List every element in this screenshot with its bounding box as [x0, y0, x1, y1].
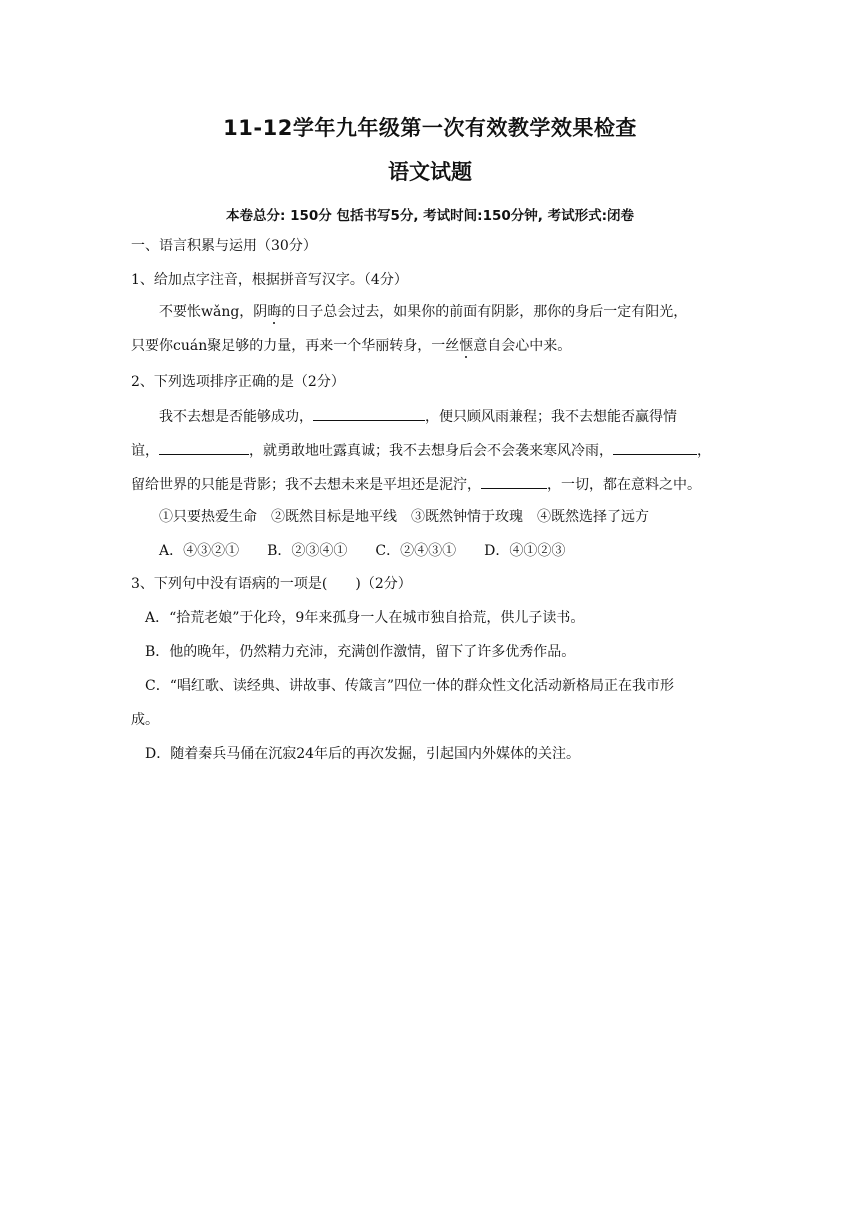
question-2-choices: ①只要热爱生命 ②既然目标是地平线 ③既然钟情于玫瑰 ④既然选择了远方 — [159, 509, 649, 525]
question-3-option-a: A．“拾荒老娘”于化玲，9年来孤身一人在城市独自拾荒，供儿子读书。 — [145, 610, 585, 626]
answer-blank[interactable] — [313, 406, 425, 421]
q1-text: 意自会心中来。 — [473, 338, 572, 354]
question-2-line-1 — [159, 406, 677, 427]
question-3-option-b: B．他的晚年，仍然精力充沛，充满创作激情，留下了许多优秀作品。 — [145, 644, 576, 660]
q2-text: ， — [697, 443, 711, 459]
q1-text: 只要你cuán聚足够的力量，再来一个华丽转身，一丝 — [131, 338, 460, 354]
q2-text: ，便只顾风雨兼程；我不去想能否赢得情 — [425, 409, 677, 425]
q2-text: ，就勇敢地吐露真诚；我不去想身后会不会袭来寒风冷雨， — [249, 443, 613, 459]
question-3-prompt: 3、下列句中没有语病的一项是( )（2分） — [131, 576, 412, 592]
question-1-prompt: 1、给加点字注音，根据拼音写汉字。（4分） — [131, 272, 408, 288]
question-2-options: A．④③②① B．②③④① C．②④③① D．④①②③ — [159, 543, 566, 559]
question-2-prompt: 2、下列选项排序正确的是（2分） — [131, 374, 345, 390]
question-2-line-3 — [131, 474, 701, 495]
dotted-char: 晦 — [267, 304, 282, 320]
answer-blank[interactable] — [481, 474, 547, 489]
q1-text: 的日子总会过去，如果你的前面有阴影，那你的身后一定有阳光， — [281, 304, 688, 320]
exam-subtitle: 语文试题 — [388, 160, 472, 184]
dotted-char: 惬 — [459, 338, 474, 354]
question-3-option-c: C．“唱红歌、读经典、讲故事、传箴言”四位一体的群众性文化活动新格局正在我市形 — [145, 678, 675, 694]
question-3-option-d: D．随着秦兵马俑在沉寂24年后的再次发掘，引起国内外媒体的关注。 — [145, 746, 581, 762]
question-1-line-2 — [131, 336, 571, 356]
question-2-line-2 — [131, 440, 711, 461]
q1-text: 不要怅wǎng，阴 — [159, 304, 268, 320]
exam-title: 11-12学年九年级第一次有效教学效果检查 — [223, 116, 637, 140]
question-3-option-c-cont: 成。 — [131, 712, 159, 728]
question-1-line-1 — [159, 302, 687, 322]
answer-blank[interactable] — [159, 440, 249, 455]
q2-text: 留给世界的只能是背影；我不去想未来是平坦还是泥泞， — [131, 477, 481, 493]
section-heading: 一、语言积累与运用（30分） — [131, 238, 317, 254]
q2-text: ，一切，都在意料之中。 — [547, 477, 701, 493]
exam-info: 本卷总分: 150分 包括书写5分, 考试时间:150分钟, 考试形式:闭卷 — [225, 208, 634, 224]
answer-blank[interactable] — [613, 440, 697, 455]
q2-text: 我不去想是否能够成功， — [159, 409, 313, 425]
q2-text: 谊， — [131, 443, 159, 459]
